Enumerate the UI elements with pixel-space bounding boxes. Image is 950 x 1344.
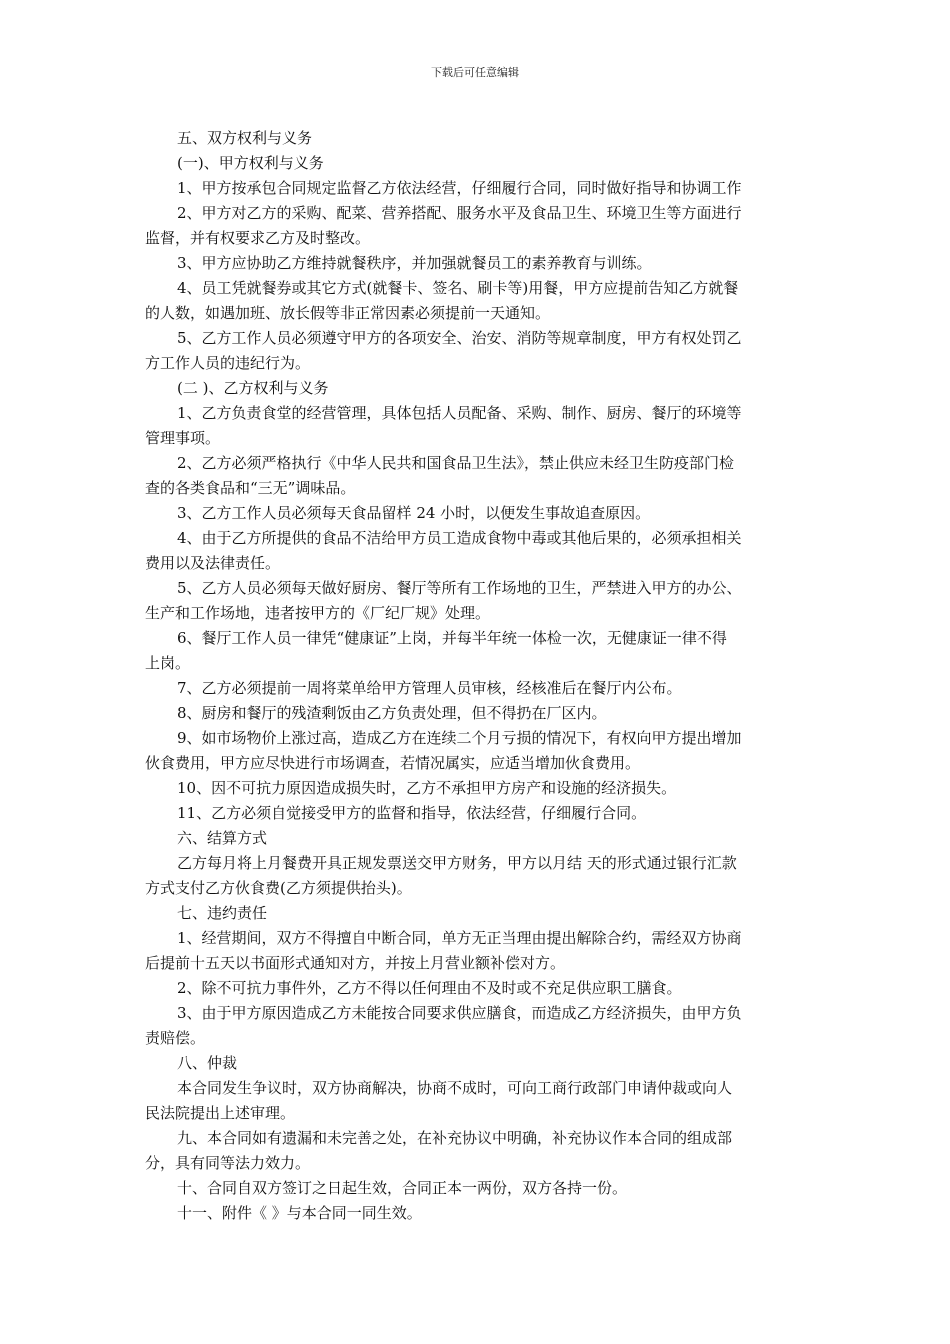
text-line: 5、乙方人员必须每天做好厨房、餐厅等所有工作场地的卫生，严禁进入甲方的办公、	[177, 579, 742, 597]
text-line: 本合同发生争议时，双方协商解决，协商不成时，可向工商行政部门申请仲裁或向人	[177, 1079, 733, 1097]
text-line: 民法院提出上述审理。	[145, 1104, 296, 1122]
text-line: 十、合同自双方签订之日起生效，合同正本一两份，双方各持一份。	[177, 1179, 628, 1197]
text-line: 方工作人员的违纪行为。	[145, 354, 311, 372]
text-line: 9、如市场物价上涨过高，造成乙方在连续二个月亏损的情况下，有权向甲方提出增加	[177, 729, 742, 747]
text-line: 10、因不可抗力原因造成损失时，乙方不承担甲方房产和设施的经济损失。	[177, 779, 677, 797]
text-line: 11、乙方必须自觉接受甲方的监督和指导，依法经营，仔细履行合同。	[177, 804, 647, 822]
text-line: 方式支付乙方伙食费(乙方须提供抬头)。	[145, 879, 412, 897]
text-line: 查的各类食品和“三无”调味品。	[145, 479, 356, 497]
text-line: 管理事项。	[145, 429, 221, 447]
text-line: 5、乙方工作人员必须遵守甲方的各项安全、治安、消防等规章制度，甲方有权处罚乙	[177, 329, 742, 347]
text-line: 3、甲方应协助乙方维持就餐秩序，并加强就餐员工的素养教育与训练。	[177, 254, 652, 272]
text-line: (一)、甲方权利与义务	[177, 154, 324, 172]
text-line: 2、除不可抗力事件外，乙方不得以任何理由不及时或不充足供应职工膳食。	[177, 979, 682, 997]
text-line: 4、由于乙方所提供的食品不洁给甲方员工造成食物中毒或其他后果的，必须承担相关	[177, 529, 742, 547]
text-line: 生产和工作场地，违者按甲方的《厂纪厂规》处理。	[145, 604, 491, 622]
text-line: 责赔偿。	[145, 1029, 206, 1047]
text-line: 六、结算方式	[177, 829, 268, 847]
text-line: 3、由于甲方原因造成乙方未能按合同要求供应膳食，而造成乙方经济损失，由甲方负	[177, 1004, 742, 1022]
text-line: 分，具有同等法力效力。	[145, 1154, 311, 1172]
text-line: 伙食费用，甲方应尽快进行市场调查，若情况属实，应适当增加伙食费用。	[145, 754, 641, 772]
document-body	[145, 126, 807, 1226]
text-line: 八、仲裁	[177, 1054, 238, 1072]
text-line: (二 )、乙方权利与义务	[177, 379, 329, 397]
text-line: 七、违约责任	[177, 904, 268, 922]
text-line: 乙方每月将上月餐费开具正规发票送交甲方财务，甲方以月结 天的形式通过银行汇款	[177, 854, 737, 872]
text-line: 九、本合同如有遗漏和未完善之处，在补充协议中明确，补充协议作本合同的组成部	[177, 1129, 733, 1147]
text-line: 五、双方权利与义务	[177, 129, 313, 147]
text-line: 上岗。	[145, 654, 191, 672]
page-header: 下载后可任意编辑	[431, 66, 519, 79]
text-line: 2、乙方必须严格执行《中华人民共和国食品卫生法》，禁止供应未经卫生防疫部门检	[177, 454, 735, 472]
text-line: 4、员工凭就餐券或其它方式(就餐卡、签名、刷卡等)用餐，甲方应提前告知乙方就餐	[177, 279, 739, 297]
text-line: 费用以及法律责任。	[145, 554, 281, 572]
text-line: 2、甲方对乙方的采购、配菜、营养搭配、服务水平及食品卫生、环境卫生等方面进行	[177, 204, 742, 222]
text-line: 1、甲方按承包合同规定监督乙方依法经营，仔细履行合同，同时做好指导和协调工作	[177, 179, 742, 197]
text-line: 十一、附件《 》与本合同一同生效。	[177, 1204, 422, 1222]
text-line: 6、餐厅工作人员一律凭“健康证”上岗，并每半年统一体检一次，无健康证一律不得	[177, 629, 727, 647]
text-line: 监督，并有权要求乙方及时整改。	[145, 229, 371, 247]
text-line: 7、乙方必须提前一周将菜单给甲方管理人员审核，经核准后在餐厅内公布。	[177, 679, 682, 697]
text-line: 8、厨房和餐厅的残渣剩饭由乙方负责处理，但不得扔在厂区内。	[177, 704, 607, 722]
text-line: 后提前十五天以书面形式通知对方，并按上月营业额补偿对方。	[145, 954, 566, 972]
text-line: 3、乙方工作人员必须每天食品留样 24 小时，以便发生事故追查原因。	[177, 504, 651, 522]
text-line: 的人数，如遇加班、放长假等非正常因素必须提前一天通知。	[145, 304, 551, 322]
text-line: 1、经营期间，双方不得擅自中断合同，单方无正当理由提出解除合约，需经双方协商	[177, 929, 742, 947]
text-line: 1、乙方负责食堂的经营管理，具体包括人员配备、采购、制作、厨房、餐厅的环境等	[177, 404, 742, 422]
